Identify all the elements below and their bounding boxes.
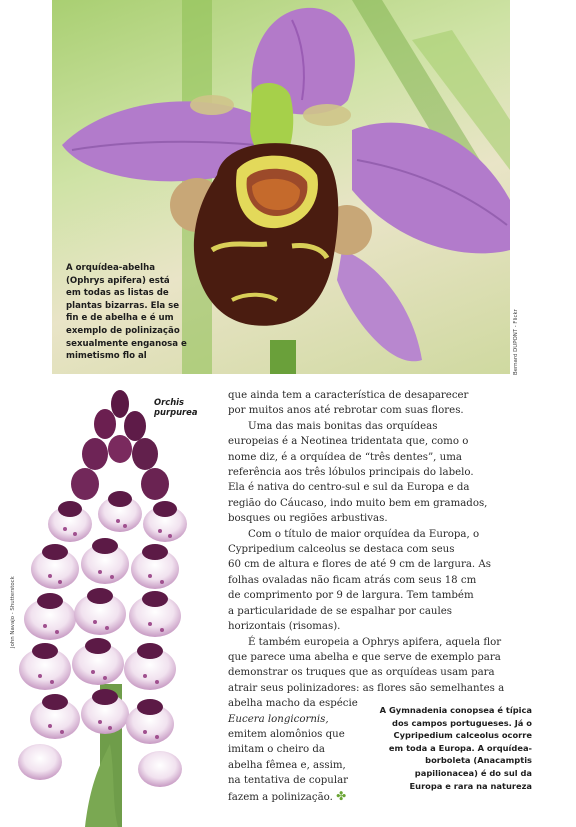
text-line: imitam o cheiro da (228, 744, 326, 756)
orchis-purpurea-photo (0, 384, 222, 827)
text-line: Eucera longicornis, (228, 713, 329, 725)
caption-line: exemplo de polinização (66, 325, 180, 336)
text-line: por muitos anos até rebrotar com suas flores. (228, 405, 464, 417)
text-line: que ainda tem a característica de desaparecer (228, 390, 469, 401)
text-line: Uma das mais bonitas das orquídeas (248, 420, 438, 432)
caption-line: (Ophrys apifera) está (66, 275, 170, 286)
text-line: nome diz, é a orquídea de “três dentes”, uma (228, 451, 462, 463)
text-line: a particularidade de se espalhar por caules (228, 605, 452, 617)
text-line: de comprimento por 9 de largura. Tem também (228, 590, 474, 602)
text-line: Cypripedium calceolus se destaca com seus (228, 544, 455, 556)
text-line: folhas ovaladas não ficam atrás com seus 18 cm (228, 574, 477, 586)
text-line: demonstrar os truques que as orquídeas usam para (228, 667, 495, 679)
text-line: abelha macho da espécie (228, 698, 358, 710)
text-line: que parece uma abelha e que serve de exemplo para (228, 651, 501, 663)
bee-orchid-photo (52, 0, 510, 374)
end-mark-icon: ✤ (336, 788, 347, 803)
caption-line: papilionacea) é do sul da (414, 767, 532, 778)
left-photo-credit: John Navajo - Shutterstock (10, 576, 16, 648)
orchis-purpurea-illustration (0, 384, 222, 827)
text-line: Ela é nativa do centro-sul e sul da Europa e da (228, 482, 470, 494)
text-line: região do Cáucaso, indo muito bem em gramados, (228, 497, 488, 509)
text-line: bosques ou regiões arbustivas. (228, 513, 388, 525)
caption-line: A orquídea-abelha (66, 263, 155, 273)
text-line: atrair seus polinizadores: as flores são semelhantes a (228, 682, 505, 694)
caption-line: Europa e rara na natureza (409, 780, 532, 791)
text-line: horizontais (risomas). (228, 621, 341, 633)
caption-line: dos campos portugueses. Já o (392, 717, 532, 728)
paragraph-1 (228, 388, 520, 419)
paragraph-3 (228, 527, 520, 635)
caption-line: Cypripedium calceolus ocorre (393, 730, 532, 741)
top-photo-credit: Bernard DUPONT - Flickr (513, 309, 519, 375)
text-line: fazem a polinização. (228, 791, 333, 803)
caption-line: em toda a Europa. A orquídea- (388, 742, 532, 753)
text-line: emitem alomônios que (228, 728, 345, 740)
paragraph-2 (228, 419, 520, 527)
orchis-purpurea-label: Orchis purpurea (154, 397, 198, 417)
caption-line: em todas as listas de (66, 288, 169, 299)
caption-line: sexualmente enganosa e (66, 338, 187, 349)
side-caption (372, 704, 532, 792)
text-line: europeias é a Neotinea tridentata que, como o (228, 436, 469, 448)
caption-line: A Gymnadenia conopsea é típica (379, 705, 532, 715)
text-line: É também europeia a Ophrys apifera, aquela flor (248, 636, 502, 648)
caption-line: fin e de abelha e é um (66, 313, 174, 324)
text-line: na tentativa de copular (228, 775, 349, 787)
text-line: Com o título de maior orquídea da Europa, o (248, 528, 480, 540)
text-line: referência aos três lóbulos principais do labelo. (228, 467, 474, 479)
caption-line: plantas bizarras. Ela se (66, 300, 180, 311)
caption-line: borboleta (Anacamptis (425, 755, 532, 766)
top-photo-caption (66, 262, 194, 363)
text-line: abelha fêmea e, assim, (228, 759, 346, 771)
text-line: 60 cm de altura e flores de até 9 cm de largura. As (228, 559, 491, 571)
caption-line: mimetismo flo al (66, 351, 147, 362)
